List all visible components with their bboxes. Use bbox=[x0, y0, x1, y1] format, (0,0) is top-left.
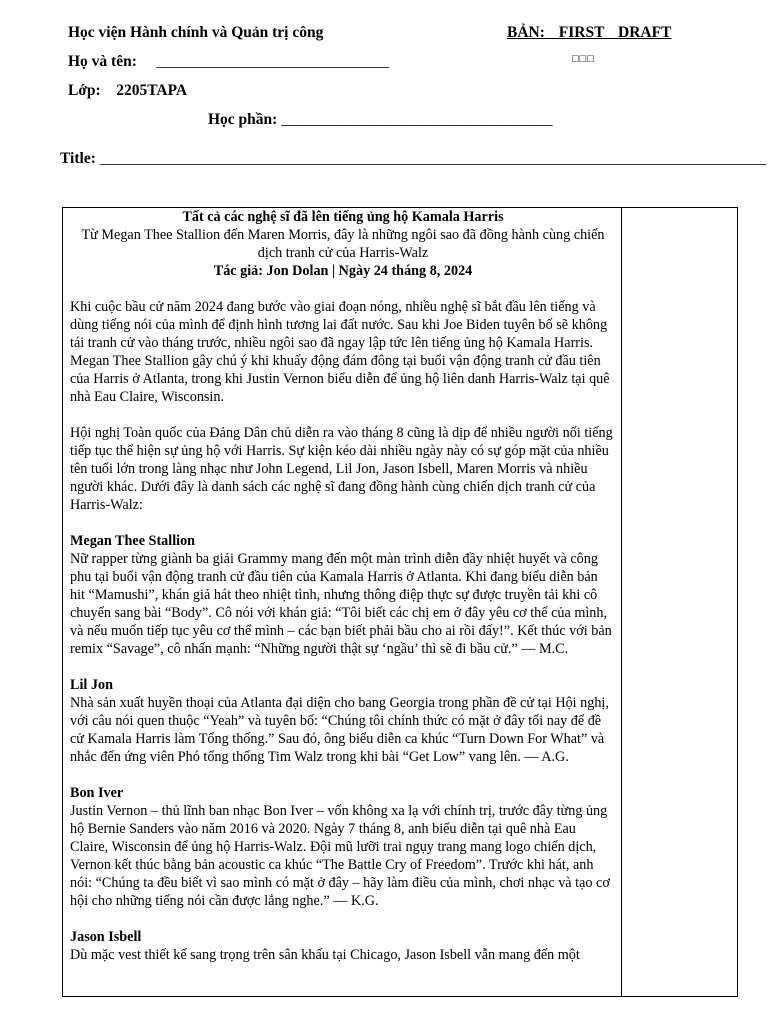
section-heading: Megan Thee Stallion bbox=[70, 533, 196, 549]
section-body: Justin Vernon – thủ lĩnh ban nhạc Bon Iver – vốn không xa lạ với chính trị, trước đây từng ủng hộ Bernie Sanders vào năm 2016 và 2020. Ngày 7 tháng 8, anh biểu diễn tại quê nhà Eau Claire, Wisconsin để ủng hộ Harris-Walz. Đội mũ lưỡi trai ngụy trang mang logo chiến dịch, Vernon kết thúc bằng bản acoustic ca khúc “The Battle Cry of Freedom”. Trước khi hát, anh nói: “Chúng ta đều biết vì sao mình có mặt ở đây – hãy làm điều của mình, chơi nhạc và tạo cơ hội cho những tiếng nói cần được lắng nghe.” — K.G. bbox=[70, 803, 610, 909]
intro-paragraph-2: Hội nghị Toàn quốc của Đảng Dân chủ diễn ra vào tháng 8 cũng là dịp để nhiều người nối tiếng tiếp tục thể hiện sự ủng hộ với Harris. Sự kiện kéo dài nhiều ngày này có sự góp mặt của nhiều tên tuổi lớn trong làng nhạc như John Legend, Lil Jon, Jason Isbell, Maren Morris và nhiều người khác. Dưới đây là danh sách các nghệ sĩ đang đồng hành cùng chiến dịch tranh cử của Harris-Walz: bbox=[70, 425, 613, 513]
document-table bbox=[62, 207, 738, 997]
article-title: Tất cả các nghệ sĩ đã lên tiếng ủng hộ Kamala Harris bbox=[182, 209, 504, 225]
section-body: Nữ rapper từng giành ba giải Grammy mang đến một màn trình diễn đầy nhiệt huyết và công phu tại buổi vận động tranh cử đầu tiên của Kamala Harris ở Atlanta. Khi đang biểu diễn bản hit “Mamushi”, khán giả hát theo nhiệt tình, nhưng thông điệp thực sự được truyền tải khi cô chuyển sang bài “Body”. Cô nói với khán giả: “Tôi biết các chị em ở đây yêu cơ thể của mình, và nếu muốn tiếp tục yêu cơ thể mình – các bạn biết phải bầu cho ai rồi đấy!”. Kết thúc với bản remix “Savage”, cô nhấn mạnh: “Những người thật sự ‘ngầu’ thì sẽ đi bầu cử.” — M.C. bbox=[70, 551, 612, 657]
section-heading: Bon Iver bbox=[70, 785, 124, 801]
article-subtitle: Từ Megan Thee Stallion đến Maren Morris, đây là những ngôi sao đã đồng hành cùng chiến dịch tranh cử của Harris-Walz bbox=[81, 227, 605, 261]
section-body: Nhà sản xuất huyền thoại của Atlanta đại diện cho bang Georgia trong phần đề cử tại Hội nghị, với câu nói quen thuộc “Yeah” và tuyên bố: “Chúng tôi chính thức có mặt ở đây tối nay để đề cử Kamala Harris làm Tổng thống.” Sau đó, ông biểu diễn ca khúc “Turn Down For What” và nhắc đến ứng viên Phó tổng thống Tim Walz trong khi bài “Get Low” vang lên. — A.G. bbox=[70, 695, 609, 765]
name-field bbox=[68, 53, 389, 71]
intro-paragraph-1: Khi cuộc bầu cử năm 2024 đang bước vào giai đoạn nóng, nhiều nghệ sĩ bắt đầu lên tiếng và dùng tiếng nói của mình để định hình tương lai đất nước. Sau khi Joe Biden tuyên bố sẽ không tái tranh cử vào tháng trước, nhiều ngôi sao đã ngay lập tức lên tiếng ủng hộ Kamala Harris. Megan Thee Stallion gây chú ý khi khuấy động đám đông tại buổi vận động tranh cử đầu tiên của Harris ở Atlanta, trong khi Justin Vernon biểu diễn để ủng hộ liên danh Harris-Walz tại quê nhà Eau Claire, Wisconsin. bbox=[70, 299, 610, 405]
course-blank: ___________________________________ bbox=[281, 111, 553, 128]
section-heading: Lil Jon bbox=[70, 677, 113, 693]
class-field bbox=[68, 82, 187, 100]
name-label: Họ và tên: bbox=[68, 53, 137, 70]
title-blank: ______________________________________________________________________________________ bbox=[99, 150, 767, 167]
article-byline: Tác giả: Jon Dolan | Ngày 24 tháng 8, 2024 bbox=[213, 263, 473, 279]
article-cell bbox=[70, 208, 616, 964]
draft-label: BẢN: FIRST DRAFT bbox=[507, 24, 672, 41]
section-body: Dù mặc vest thiết kế sang trọng trên sân khấu tại Chicago, Jason Isbell vẫn mang đến một bbox=[70, 947, 580, 963]
course-label: Học phần: bbox=[208, 111, 278, 128]
section-heading: Jason Isbell bbox=[70, 929, 142, 945]
placeholder-marks: □□□ bbox=[572, 53, 595, 65]
title-field bbox=[60, 150, 766, 168]
table-column-divider bbox=[621, 208, 622, 996]
title-label: Title: bbox=[60, 150, 96, 167]
name-blank: ______________________________ bbox=[156, 53, 389, 70]
institution-name: Học viện Hành chính và Quản trị công bbox=[68, 24, 324, 41]
class-value: 2205TAPA bbox=[116, 82, 188, 99]
class-label: Lớp: bbox=[68, 82, 101, 99]
course-field bbox=[208, 111, 552, 129]
